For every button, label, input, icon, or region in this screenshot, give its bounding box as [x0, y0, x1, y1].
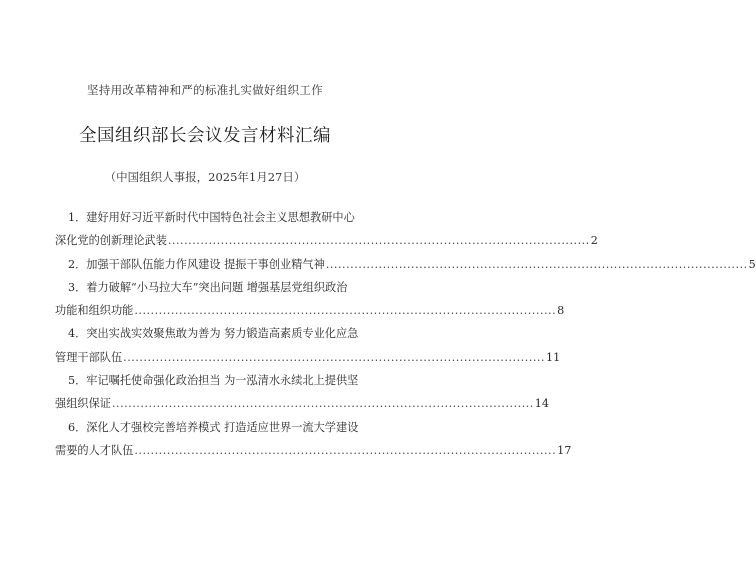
toc-page-number: 2 [590, 234, 598, 248]
toc-item[interactable] [55, 369, 550, 416]
toc-leader-dots: ........................................................................................................ [111, 397, 534, 411]
toc-item-title-continued: 管理干部队伍 [55, 350, 123, 364]
toc-item-title: 6．深化人才强校完善培养模式 打造适应世界一流大学建设 [68, 420, 359, 434]
document-source: （中国组织人事报，2025年1月27日） [104, 170, 306, 184]
toc-leader-dots: ........................................................................................................ [325, 257, 748, 271]
toc-page-number: 8 [557, 304, 565, 318]
toc-leader-dots: ........................................................................................................ [167, 234, 590, 248]
toc-item[interactable] [55, 253, 756, 276]
toc-leader-dots: ........................................................................................................ [123, 350, 545, 364]
table-of-contents [55, 206, 756, 462]
toc-leader-dots: ........................................................................................................ [134, 304, 557, 318]
toc-leader-dots: ........................................................................................................ [134, 443, 557, 457]
toc-item-title-continued: 强组织保证 [55, 397, 111, 411]
toc-item-title: 5．牢记嘱托使命强化政治担当 为一泓清水永续北上提供坚 [68, 374, 359, 388]
toc-item[interactable] [55, 416, 572, 463]
toc-item-title: 2．加强干部队伍能力作风建设 提振干事创业精气神 [68, 257, 325, 271]
toc-item-title: 3．着力破解“小马拉大车”突出问题 增强基层党组织政治 [68, 280, 348, 294]
document-header: 坚持用改革精神和严的标准扎实做好组织工作 [87, 83, 323, 97]
toc-item[interactable] [55, 322, 561, 369]
toc-item[interactable] [55, 276, 565, 323]
toc-item[interactable] [55, 206, 598, 253]
toc-item-title: 4．突出实战实效聚焦敢为善为 努力锻造高素质专业化应急 [68, 327, 359, 341]
toc-page-number: 5 [748, 257, 756, 271]
toc-page-number: 17 [557, 443, 572, 457]
toc-item-title-continued: 需要的人才队伍 [55, 443, 134, 457]
toc-item-title: 1．建好用好习近平新时代中国特色社会主义思想教研中心 [68, 211, 355, 224]
toc-item-title-continued: 深化党的创新理论武装 [55, 234, 167, 248]
document-title: 全国组织部长会议发言材料汇编 [79, 126, 331, 146]
toc-page-number: 14 [534, 397, 550, 411]
toc-page-number: 11 [545, 350, 561, 364]
toc-item-title-continued: 功能和组织功能 [55, 304, 134, 318]
